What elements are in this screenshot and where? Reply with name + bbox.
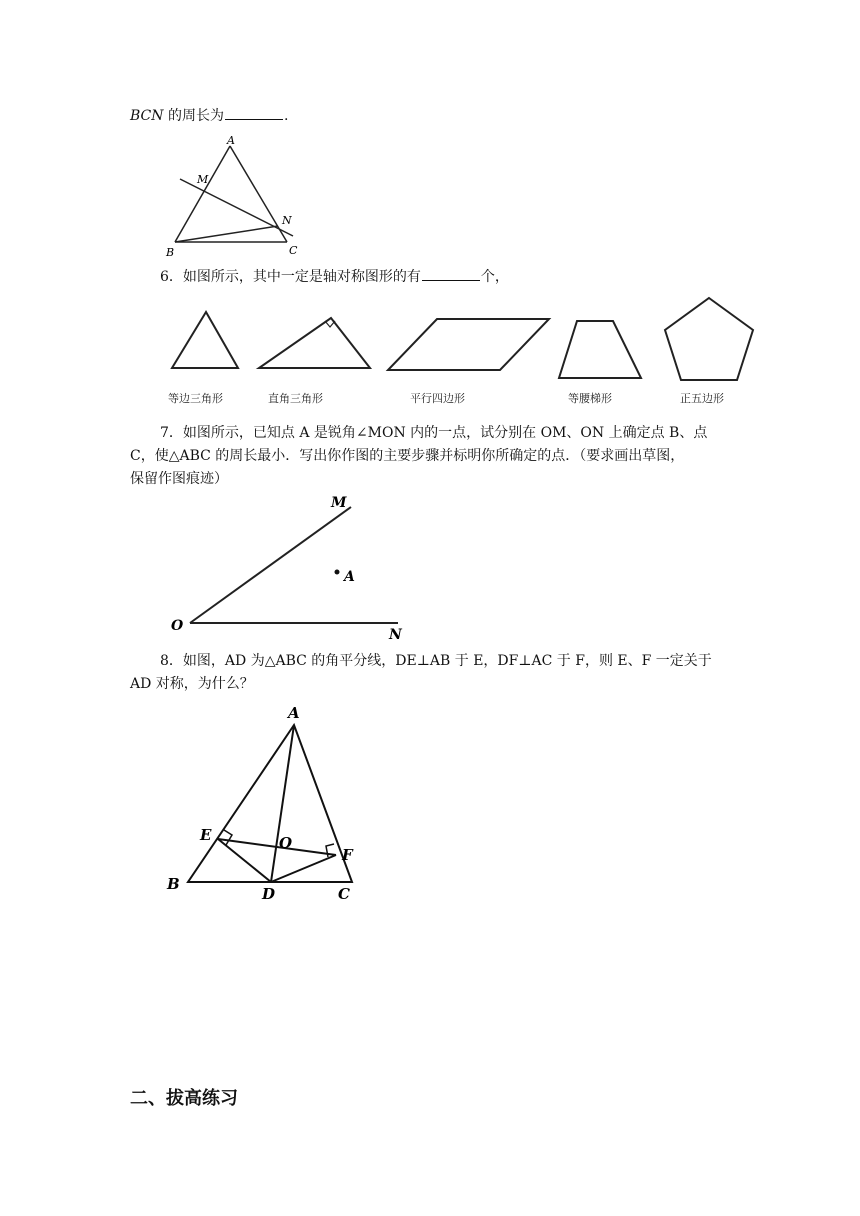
shape-label-trapezoid: 等腰梯形 [568,392,612,405]
q8-label-e: E [200,826,212,844]
q6-text-start: 6．如图所示，其中一定是轴对称图形的有 [160,269,421,285]
q7-label-m: M [331,495,347,511]
q7-label-o: O [171,618,184,634]
shape-label-equilateral: 等边三角形 [168,392,223,405]
q5-text-end: . [283,108,289,124]
q8-label-o: O [279,834,293,852]
q8-text-line1: 8．如图，AD 为△ABC 的角平分线，DE⊥AB 于 E，DF⊥AC 于 F，则 E、F 一定关于 [160,653,712,669]
q5-label-b: B [166,246,175,259]
q8-label-a: A [288,704,300,722]
q7-text-line2: C，使△ABC 的周长最小．写出你作图的主要步骤并标明你所确定的点．（要求画出草图， [130,448,685,464]
q5-label-n: N [282,214,292,227]
q8-label-b: B [167,875,180,893]
q5-label-c: C [289,244,298,257]
q6-text-end: 个， [480,269,509,285]
q5-text-rest: 的周长为 [163,108,224,124]
q8-label-d: D [262,885,276,903]
q7-label-n: N [389,627,402,643]
q8-label-c: C [338,885,350,903]
section-heading: 二、拔高练习 [130,1088,238,1109]
q5-label-a: A [227,134,235,147]
q7-text-line1: 7．如图所示，已知点 A 是锐角∠MON 内的一点，试分别在 OM、ON 上确定点 B、点 [160,425,708,441]
q8-label-f: F [342,846,353,864]
q7-text-line3: 保留作图痕迹） [130,471,228,487]
q5-text-start: BCN [130,108,164,124]
q8-text-line2: AD 对称，为什么？ [130,676,254,692]
shape-label-parallelogram: 平行四边形 [410,392,465,405]
shape-label-pentagon: 正五边形 [680,392,724,405]
q5-label-m: M [197,173,209,186]
shape-label-right: 直角三角形 [268,392,323,405]
q7-label-a: A [344,569,355,585]
